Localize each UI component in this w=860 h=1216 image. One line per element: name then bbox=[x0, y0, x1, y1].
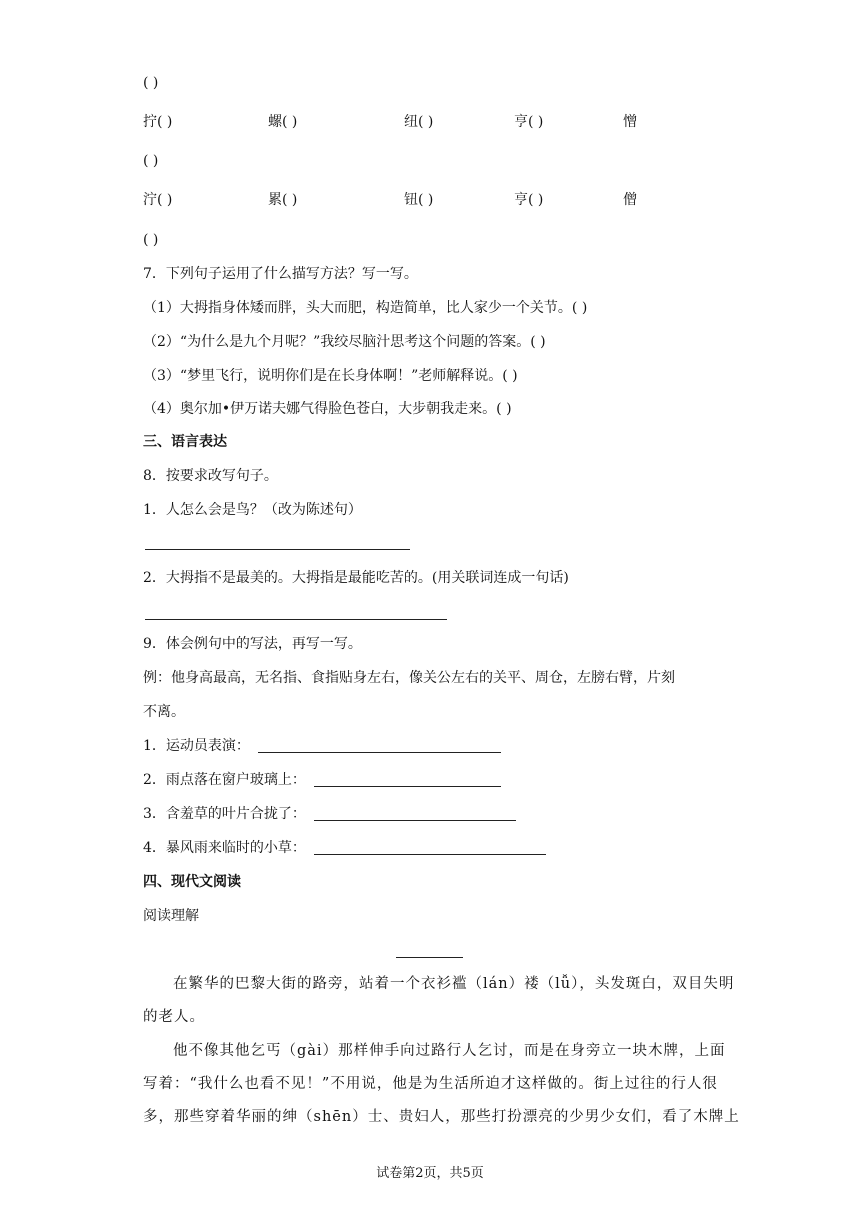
q9-item-3: 3．含羞草的叶片合拢了： bbox=[143, 806, 306, 822]
q9-example-line-1: 例：他身高最高，无名指、食指贴身左右，像关公左右的关平、周仓，左膀右臂，片刻 bbox=[143, 670, 675, 686]
q6-row1-item-0: 拧( ) bbox=[143, 114, 173, 130]
q9-item-1: 1．运动员表演： bbox=[143, 738, 250, 754]
q9-item-4: 4．暴风雨来临时的小草： bbox=[143, 840, 306, 856]
reading-title-blank[interactable] bbox=[396, 957, 463, 958]
reading-p1-line-2: 的老人。 bbox=[143, 1009, 205, 1025]
section-3-title: 三、语言表达 bbox=[143, 434, 227, 450]
q6-row2-item-0: 泞( ) bbox=[143, 192, 173, 208]
reading-p2-line-2: 写着：“我什么也看不见！”不用说，他是为生活所迫才这样做的。街上过往的行人很 bbox=[143, 1076, 718, 1092]
q8-title: 8．按要求改写句子。 bbox=[143, 468, 278, 484]
q9-title: 9．体会例句中的写法，再写一写。 bbox=[143, 636, 362, 652]
q6-row2-item-2: 钮( ) bbox=[404, 192, 434, 208]
q7-item-2: （2）“为什么是九个月呢？”我绞尽脑汁思考这个问题的答案。( ) bbox=[143, 334, 546, 350]
q6-paren-0: ( ) bbox=[143, 75, 159, 91]
q7-title: 7．下列句子运用了什么描写方法？写一写。 bbox=[143, 266, 418, 282]
q7-item-1: （1）大拇指身体矮而胖，头大而肥，构造简单，比人家少一个关节。( ) bbox=[143, 300, 588, 316]
q6-row2-item-3: 亨( ) bbox=[514, 192, 544, 208]
q9-answer-line-1[interactable] bbox=[258, 752, 501, 753]
reading-label: 阅读理解 bbox=[143, 908, 199, 924]
q9-example-line-2: 不离。 bbox=[143, 704, 185, 720]
q7-item-4: （4）奥尔加•伊万诺夫娜气得脸色苍白，大步朝我走来。( ) bbox=[143, 401, 512, 417]
section-4-title: 四、现代文阅读 bbox=[143, 874, 241, 890]
q9-item-2: 2．雨点落在窗户玻璃上： bbox=[143, 772, 306, 788]
q6-row2-item-4: 僧 bbox=[623, 192, 637, 208]
q8-answer-line-2[interactable] bbox=[145, 619, 447, 620]
reading-p2-line-1: 他不像其他乞丐（gài）那样伸手向过路行人乞讨，而是在身旁立一块木牌，上面 bbox=[173, 1043, 726, 1059]
reading-p1-line-1: 在繁华的巴黎大街的路旁，站着一个衣衫褴（lán）褛（lǚ），头发斑白，双目失明 bbox=[173, 976, 735, 992]
q9-answer-line-2[interactable] bbox=[314, 786, 501, 787]
q6-paren-1: ( ) bbox=[143, 153, 159, 169]
q8-item-2: 2．大拇指不是最美的。大拇指是最能吃苦的。(用关联词连成一句话) bbox=[143, 570, 569, 586]
q6-row1-item-4: 憎 bbox=[623, 114, 637, 130]
q9-answer-line-3[interactable] bbox=[314, 820, 516, 821]
q8-answer-line-1[interactable] bbox=[145, 549, 410, 550]
q6-row1-item-2: 纽( ) bbox=[404, 114, 434, 130]
q9-answer-line-4[interactable] bbox=[314, 854, 546, 855]
reading-p2-line-3: 多，那些穿着华丽的绅（shēn）士、贵妇人，那些打扮漂亮的少男少女们，看了木牌上 bbox=[143, 1109, 740, 1125]
q6-row1-item-1: 螺( ) bbox=[268, 114, 298, 130]
q7-item-3: （3）“梦里飞行，说明你们是在长身体啊！”老师解释说。( ) bbox=[143, 368, 518, 384]
q6-row2-item-1: 累( ) bbox=[268, 192, 298, 208]
page-footer: 试卷第2页，共5页 bbox=[376, 1166, 484, 1181]
q6-paren-2: ( ) bbox=[143, 232, 159, 248]
q8-item-1: 1．人怎么会是鸟？（改为陈述句） bbox=[143, 502, 362, 518]
q6-row1-item-3: 亨( ) bbox=[514, 114, 544, 130]
